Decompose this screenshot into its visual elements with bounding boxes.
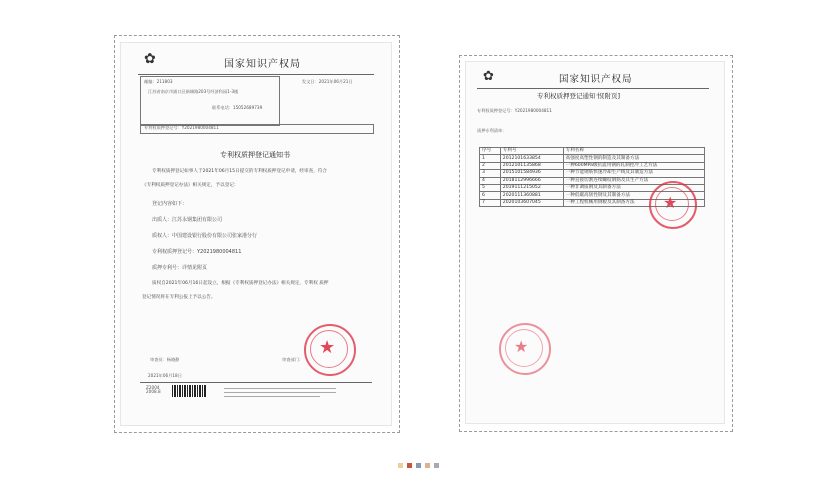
list-label: 质押专利清单： (477, 128, 507, 133)
footer-rule (140, 382, 372, 383)
barcode (172, 385, 206, 397)
cell-index: 序号 (480, 148, 501, 155)
authority-name: 国家知识产权局 (224, 59, 301, 70)
authority-emblem-icon: ✿ (483, 69, 494, 84)
right-document[interactable] (465, 61, 725, 424)
cell-index: 7 (480, 199, 501, 206)
note-line-2: 登记情况将在专利公报上予以公告。 (142, 295, 216, 300)
cell-index: 5 (480, 184, 501, 191)
cell-index: 3 (480, 170, 501, 177)
cell-index: 4 (480, 177, 501, 184)
document-title: 专利权质押登记通知书 (220, 151, 290, 159)
cell-index: 1 (480, 155, 501, 162)
table-row (480, 170, 705, 177)
date-sent: 发文日：2021年06月21日 (302, 79, 353, 84)
seal-star-icon: ★ (319, 337, 336, 358)
header-rule (477, 88, 709, 89)
authority-name: 国家知识产权局 (559, 74, 633, 85)
pledgor: 出质人：江苏永钢集团有限公司 (152, 217, 223, 223)
cell-patent-no: 2018112996666 (500, 177, 563, 184)
carousel-pager (398, 463, 439, 468)
table-row (480, 155, 705, 162)
cell-patent-no: 2020111360881 (500, 192, 563, 199)
cell-patent-no: 2012101135868 (500, 162, 563, 169)
faded-seal-star-icon: ★ (514, 337, 529, 356)
address: 江苏省南京市浦口区新城路203号经济科园1-3楼 (148, 89, 239, 94)
fine-print-2 (224, 392, 336, 393)
cell-index: 6 (480, 192, 501, 199)
note-line-1: 质权自2021年06月16日起设立，根据《专利权质押登记办法》相关规定，专利权 质押 (152, 281, 329, 286)
cell-patent-no: 2020103607045 (500, 199, 563, 206)
cell-patent-name: 高强度高塑性钢的制造及其制备方法 (563, 155, 704, 162)
cell-patent-no: 2015101584936 (500, 170, 563, 177)
cell-index: 2 (480, 162, 501, 169)
body-line-1: 专利权质押登记如事人于2021年06月15日提交的专利权质押登记申请，经审查，符合 (152, 169, 327, 174)
cell-patent-no: 专利号 (500, 148, 563, 155)
pager-dot-4[interactable] (425, 463, 430, 468)
table-row (480, 162, 705, 169)
left-document[interactable] (120, 42, 392, 426)
seal-star-icon: ★ (663, 193, 678, 212)
cell-patent-no: 2012101633854 (500, 155, 563, 162)
phone: 联系电话：15052689739 (212, 105, 263, 110)
content-label: 登记内容如下： (152, 201, 188, 207)
cell-patent-name: 一种直接切割连续螺纹钢筋及其生产方法 (563, 177, 704, 184)
patents: 质押专利号：详情见附页 (152, 265, 208, 271)
cell-patent-name: 一种工程机械用钢板及其制备方法 (563, 199, 704, 206)
issue-date: 2021年06月18日 (148, 373, 182, 378)
body-line-2: 《专利权质押登记办法》相关规定，予以登记： (142, 183, 239, 188)
reg-no: 专利权质押登记号：Y2021980004811 (152, 249, 242, 255)
pager-dot-1[interactable] (398, 463, 403, 468)
reg-no-line: 专利权质押登记号：Y2021980004811 (144, 125, 219, 130)
cell-patent-name: 一种节能钢筋快速冷却生产线及其制造方法 (563, 170, 704, 177)
document-title: 专利权质押登记通知书[附页] (537, 92, 621, 100)
address-code: 邮编：211803 (144, 79, 173, 84)
cell-patent-name: 一种低碳高韧性钢及其制备方法 (563, 192, 704, 199)
authority-emblem-icon: ✿ (144, 51, 156, 67)
pledgee: 质权人：中国建设银行股份有限公司张家港分行 (152, 233, 258, 239)
examiner: 审查员：杨晓静 (150, 357, 180, 362)
pager-dot-3[interactable] (416, 463, 421, 468)
footer-code: Z2004 2008.8 (146, 385, 161, 395)
cell-patent-no: 2019111215052 (500, 184, 563, 191)
header-rule (138, 74, 374, 75)
cell-patent-name: 一种600MPa级抗震用钢的轧制控冷工艺方法 (563, 162, 704, 169)
department: 审查部门： (282, 357, 303, 362)
pager-dot-5[interactable] (434, 463, 439, 468)
reg-no: 专利权质押登记号：Y2021980004811 (477, 108, 552, 113)
fine-print-3 (224, 396, 320, 397)
pager-dot-2[interactable] (407, 463, 412, 468)
table-header-row (480, 148, 705, 155)
fine-print-1 (224, 388, 336, 389)
cell-patent-name: 专利名称 (563, 148, 704, 155)
cell-patent-name: 一种非调质钢及其制备方法 (563, 184, 704, 191)
